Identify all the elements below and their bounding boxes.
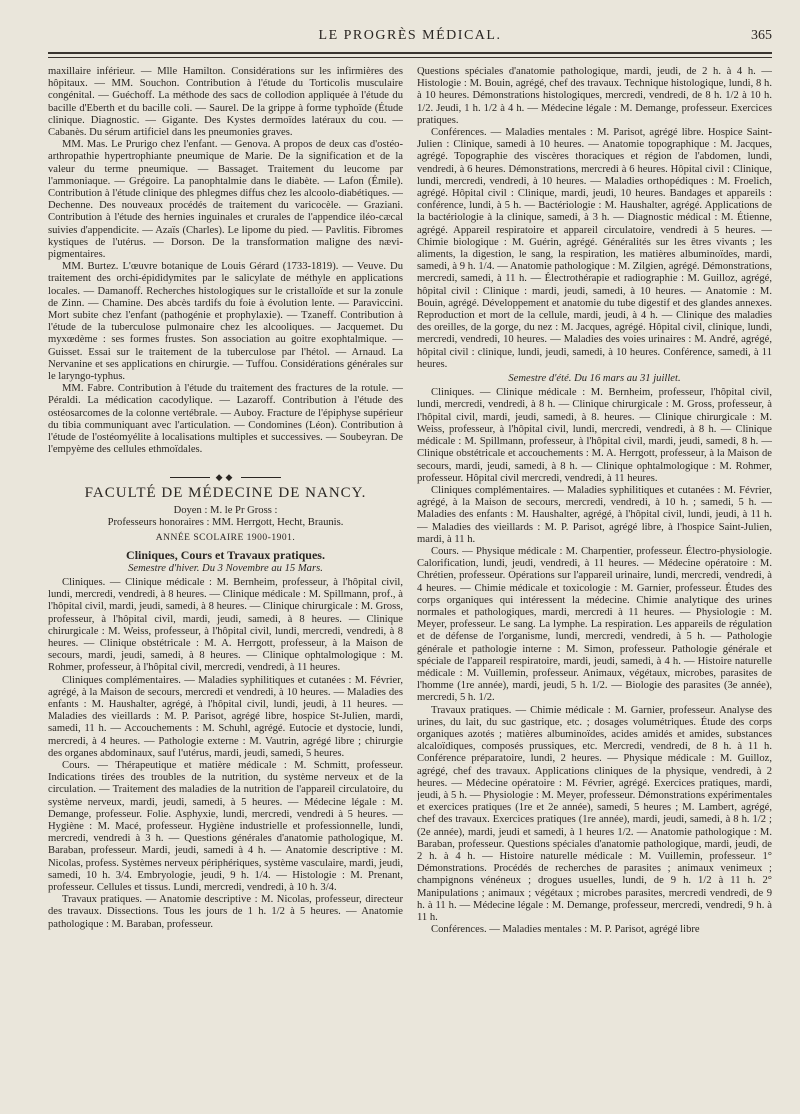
theses-paragraph: MM. Burtez. L'œuvre botanique de Louis Gérard (1733-1819). — Veuve. Du traitement des orchi-épididymites par le salicylate de méthyle en applications locales. — Damanoff. Recherches histologiques sur le cristalloïde et sur la zonule de Zinn. — Chamine. Des abcès tardifs du foie à évolution lente. — Paraviccini. Mort subite chez l'enfant (pathogénie et prophylaxie). — Tzaneff. Contribution à l'étude de la tuberculose pulmonaire chez les alcooliques. — Jacquemet. Du myxœdème : ses formes frustes. Son association au goitre exophtalmique. — Guisset. Essai sur le traitement de la tuberculose par l'hétol. — Arnaud. La Nervanine et ses applications en chirurgie. — Tuffou. Considérations générales sur le laryngo-typhus. <box>48 261 403 383</box>
travaux-pratiques-paragraph: Travaux pratiques. — Anatomie descriptive : M. Nicolas, professeur, directeur des travaux. Dissections. Tous les jours de 1 h. 1/2 à 5 heures. — Anatomie pathologique : M. Baraban, professeur. <box>48 894 403 930</box>
winter-semester: Semestre d'hiver. Du 3 Novembre au 15 Mars. <box>128 562 323 574</box>
conferences-paragraph: Conférences. — Maladies mentales : M. Parisot, agrégé libre. Hospice Saint-Julien : Clinique, samedi à 10 heures. — Anatomie topographique : M. Jacques, agrégé. Topographie des viscères thoraciques et région de l'abdomen, lundi, vendredi, à 6 heures. Démonstrations, mercredi à 6 heures. Hôpital civil : Clinique, lundi, mercredi, vendredi, à 10 heures. — Maladies orthopédiques : M. Froelich, agrégé. Hôpital civil : Clinique, mardi, jeudi, 10 heures. Bandages et appareils : conférence, lundi, à 5 h. — Bactériologie : M. Haushalter, agrégé. Applications de la bactériologie à la clinique, samedi, à 3 h. — Diagnostic médical : M. Étienne, agrégé. Appareil respiratoire et appareil circulatoire, vendredi à 5 heures. — Chimie biologique : M. Guérin, agrégé. Généralités sur les êtres vivants ; les aliments, la digestion, le sang, la respiration, les matières albuminoïdes, mardi, samedi, à 9 h. 1/4. — Anatomie pathologique : M. Zilgien, agrégé. Démonstrations, mercredi, samedi, à 11 h. — Électrothérapie et radiographie : M. Guilloz, agrégé, hôpital civil : Clinique : mardi, jeudi, samedi, à 10 heures. — Anatomie : M. Bouin, agrégé. Développement et anatomie du tube digestif et des glandes annexes. Reproduction et mort de la cellule, mardi, jeudi, à 4 h. — Clinique des maladies des oreilles, de la gorge, du nez : M. Jacques, agrégé. Hôpital civil, clinique, lundi, mercredi, vendredi, 10 heures. — Maladies des voies urinaires : M. André, agrégé, hôpital civil : clinique, lundi, jeudi, samedi, à 10 heures. Conférence, samedi, à 11 heures. <box>417 127 772 370</box>
header-rule <box>48 52 772 54</box>
dean-line: Doyen : M. le Pr Gross : <box>173 504 278 516</box>
section-divider: ◆◆ <box>48 471 403 483</box>
faculty-title: FACULTÉ DE MÉDECINE DE NANCY. <box>84 484 367 501</box>
theses-paragraph: MM. Mas. Le Prurigo chez l'enfant. — Genova. A propos de deux cas d'ostéo-arthropathie hypertrophiante pneumique de Marie. De la signification et de la valeur du terme pneumique. — Bassaget. Traitement du leucome par l'ammoniaque. — Grégoire. La panophtalmie dans le diabète. — Lafon (Émile). Contribution à l'étude clinique des phlegmes diffus chez les alcoolo-diabétiques. — Dechenne. Des nouveaux procédés de traitement du varicocèle. — Graziani. Contribution à l'étude des hernies inguinales et crurales de l'appendice iléo-cæcal suivies d'appendicite. — Azaïs (Charles). Le lipome du pied. — Pavlitis. Fibromes kystiques de l'utérus. — Dorson. De la transformation maligne des nævi-pigmentaires. <box>48 139 403 261</box>
summer-semester: Semestre d'été. Du 16 mars au 31 juillet. <box>508 373 681 385</box>
cliniques-paragraph: Cliniques. — Clinique médicale : M. Bernheim, professeur, à l'hôpital civil, lundi, mercredi, vendredi, à 8 heures. — Clinique médicale : M. Spillmann, prof., à l'hôpital civil, mardi, jeudi, samedi, à 8 heures. — Clinique chirurgicale : M. Gross, professeur, à l'hôpital civil, mardi, jeudi, samedi, à 8 heures. — Clinique chirurgicale : M. Weiss, professeur, à l'hôpital civil, lundi, mercredi, vendredi, à 8 heures. — Clinique obstétricale : M. A. Herrgott, professeur, à la Maison de secours, mardi, jeudi, samedi, à 8 heures. — Clinique ophtalmologique : M. Rohmer, professeur, à l'hôpital civil, mercredi, vendredi, à 11 heures. <box>48 576 403 674</box>
page-number: 365 <box>751 28 772 43</box>
two-column-body <box>48 66 772 1106</box>
cliniques-complementaires-paragraph: Cliniques complémentaires. — Maladies syphilitiques et cutanées : M. Février, agrégé, à la Maison de secours, mercredi et vendredi, à 10 heures. — Maladies des enfants : M. Haushalter, agrégé, à l'hôpital civil, lundi, jeudi, à 11 heures. — Maladies des vieillards : M. P. Parisot, agrégé libre, hospice St-Julien, mardi, samedi, 11 h. — Accouchements : M. Schuhl, agrégé. Eutocie et dystocie, lundi, mercredi, à 4 heures. — Pathologie externe : M. Vautrin, agrégé libre ; chirurgie des organes abdominaux, sauf l'utérus, mardi, jeudi, samedi, 5 heures. <box>48 674 403 759</box>
right-column <box>417 66 772 1106</box>
running-title: LE PROGRÈS MÉDICAL. <box>318 28 502 43</box>
section-subheading: Cliniques, Cours et Travaux pratiques. <box>126 547 325 562</box>
school-year: ANNÉE SCOLAIRE 1900-1901. <box>155 533 296 544</box>
left-column <box>48 66 403 1106</box>
cours-paragraph: Cours. — Thérapeutique et matière médicale : M. Schmitt, professeur. Indications tirées des troubles de la nutrition, du système nerveux et de la circulation. — Traitement des maladies de la nutrition de l'appareil circulatoire, du système nerveux, mardi, jeudi, samedi, à 5 heures. — Médecine légale : M. Demange, professeur. Folie. Asphyxie, lundi, mercredi, vendredi à 5 heures. — Hygiène : M. Macé, professeur. Hygiène industrielle et professionnelle, lundi, mercredi, vendredi à 3 h. — Questions générales d'anatomie pathologique, M. Baraban, professeur. Mardi, jeudi, samedi à 4 h. — Anatomie descriptive : M. Nicolas, profess. Systèmes nerveux périphériques, système vasculaire, mardi, jeudi, samedi, 10 h. 3/4. Embryologie, jeudi, 9 h. 1/4. — Histologie : M. Prenant, professeur. Cellules et tissus. Lundi, mercredi, vendredi, à 10 h. 3/4. <box>48 759 403 893</box>
travaux-pratiques-ete-paragraph: Travaux pratiques. — Chimie médicale : M. Garnier, professeur. Analyse des urines, du lait, du suc gastrique, etc. ; dosages volumétriques. Étude des corps organiques azotés ; matières albuminoïdes, acides amidés et amides, substances alcaloïdiques, composés prussiques, etc. Mercredi, vendredi, de 8 h. à 11 h. Conférence préparatoire, lundi, 2 heures. — Physique médicale : M. Guilloz, agrégé, chef des travaux. Applications cliniques de la physique, vendredi, à 2 heures. — Médecine opératoire : M. Février, agrégé. Exercices pratiques, mardi, jeudi, à 5 h. — Physiologie : M. Meyer, professeur. Démonstrations expérimentales et exercices pratiques (1re et 2e année), samedi, 5 heures ; M. Lambert, agrégé, chef des travaux. Exercices pratiques (1re année), mardi, jeudi, samedi, à 8 h. 1/2 ; (2e année), mardi, jeudi et samedi, à 1 heures 1/2. — Anatomie pathologique : M. Baraban, professeur. Questions spéciales d'anatomie pathologique, mardi, jeudi, de 2 h. à 4 h. — Histoire naturelle médicale : M. Vuillemin, professeur. 1° Démonstrations. Procédés de recherches de parasites ; animaux venimeux ; champignons vénéneux ; drogues usuelles, lundi, de 9 h. 1/2 à 11 h. 2° Manipulations ; animaux ; végétaux ; microbes parasites, mercredi vendredi, de 9 h. à 11 h. — Médecine légale : M. Demange, professeur, mercredi, vendredi, 9 h. à 11 h. <box>417 704 772 924</box>
conferences-ete-paragraph: Conférences. — Maladies mentales : M. P. Parisot, agrégé libre <box>431 924 700 936</box>
cliniques-ete-paragraph: Cliniques. — Clinique médicale : M. Bernheim, professeur, l'hôpital civil, lundi, mercredi, vendredi, à 8 h. — Clinique chirurgicale : M. Gross, professeur, à l'hôpital civil, mardi, jeudi, samedi, à 8. heures. — Clinique chirurgicale : M. Weiss, professeur, à l'hôpital civil, lundi, mercredi, vendredi, à 8 h. — Clinique médicale : M. Spillmann, professeur, à l'hôpital civil, mardi, jeudi, samedi, 8 h. — Clinique obstétricale et accouchements : M. A. Herrgott, professeur, à la Maison de secours, mardi, jeudi, samedi, à 8 h. — Clinique ophtalmologique : M. Rohmer, professeur. Hôpital civil mercredi, vendredi, à 11 heures. <box>417 387 772 484</box>
header-rule-thin <box>48 57 772 58</box>
honorary-professors: Professeurs honoraires : MM. Herrgott, Hecht, Braunis. <box>107 517 344 529</box>
page-header <box>48 28 772 50</box>
cliniques-complementaires-ete-paragraph: Cliniques complémentaires. — Maladies syphilitiques et cutanées : M. Février, agrégé, à la Maison de secours, mercredi, vendredi, à 10 h. ; samedi, 5 h. — Maladies des enfants : M. Haushalter, agrégé, à l'hôpital civil, lundi, jeudi, à 11 h. — Maladies des vieillards : M. P. Parisot, agrégé libre, à l'hospice Saint-Julien, mardi, à 11 h. <box>417 484 772 545</box>
theses-paragraph: maxillaire inférieur. — Mlle Hamilton. Considérations sur les infirmières des hôpitaux. — MM. Souchon. Contribution à l'étude du Torticolis musculaire congénital. — Guéchoff. La méthode des sacs de collodion appliquée à l'étude du bacille d'Eberth et du bacille coli. — Saurel. De la grippe à forme typhoïde (Étude clinique. Diagnostic. — Gigante. Des Kystes dermoïdes latéraux du cou. — Cabanès. Du sérum artificiel dans les pneumonies graves. <box>48 66 403 139</box>
questions-speciales-paragraph: Questions spéciales d'anatomie pathologique, mardi, jeudi, de 2 h. à 4 h. — Histologie : M. Bouin, agrégé, chef des travaux. Technique histologique, lundi, 8 h. à 10 heures. Démonstrations histologiques, mercredi, vendredi, de 8 h. 1/2 à 10 h. 1/2. Jeudi, 1 h. 1/2 à 4 h. — Médecine légale : M. Demange, professeur. Exercices pratiques. <box>417 66 772 126</box>
theses-paragraph: MM. Fabre. Contribution à l'étude du traitement des fractures de la rotule. — Péraldi. La médication cacodylique. — Lazaroff. Contribution à l'étude des ostéosarcomes de la colonne vertébrale. — Auboy. Fracture de l'épiphyse supérieur du tibia communiquant avec l'articulation. — Condomines (Léon). Contribution à l'étude de l'ostéomyélite à localisations multiples et successives. — Soubeyran. De l'empyème des cellules ethmoïdales. <box>48 383 403 456</box>
cours-ete-paragraph: Cours. — Physique médicale : M. Charpentier, professeur. Électro-physiologie. Calorification, lundi, jeudi, vendredi, à 11 heures. — Médecine opératoire : M. Chrétien, professeur. Opérations sur l'appareil urinaire, lundi, mercredi, vendredi, à 4 heures. — Chimie médicale et toxicologie : M. Garnier, professeur. Études des corps organiques qui intéressent la médecine. Chimie analytique des urines normales et pathologiques, mardi, mercredi à 11 heures. — Physiologie : M. Meyer, professeur. Le sang. La lymphe. La respiration. Les appareils de régulation et de défense de l'organisme, lundi, mercredi, vendredi, à 5 h. — Pathologie générale et pathologie interne : M. Simon, professeur. Pathologie générale et spéciale de l'appareil respiratoire, mardi, jeudi, samedi, à 4 h. — Histoire naturelle médicale : M. Vuillemin, professeur. Animaux, végétaux, microbes, parasites de l'homme (1re année), mardi, jeudi, 5 h. 1/2. — Biologie des parasites (3e année), mercredi, 5 h. 1/2. <box>417 545 772 704</box>
